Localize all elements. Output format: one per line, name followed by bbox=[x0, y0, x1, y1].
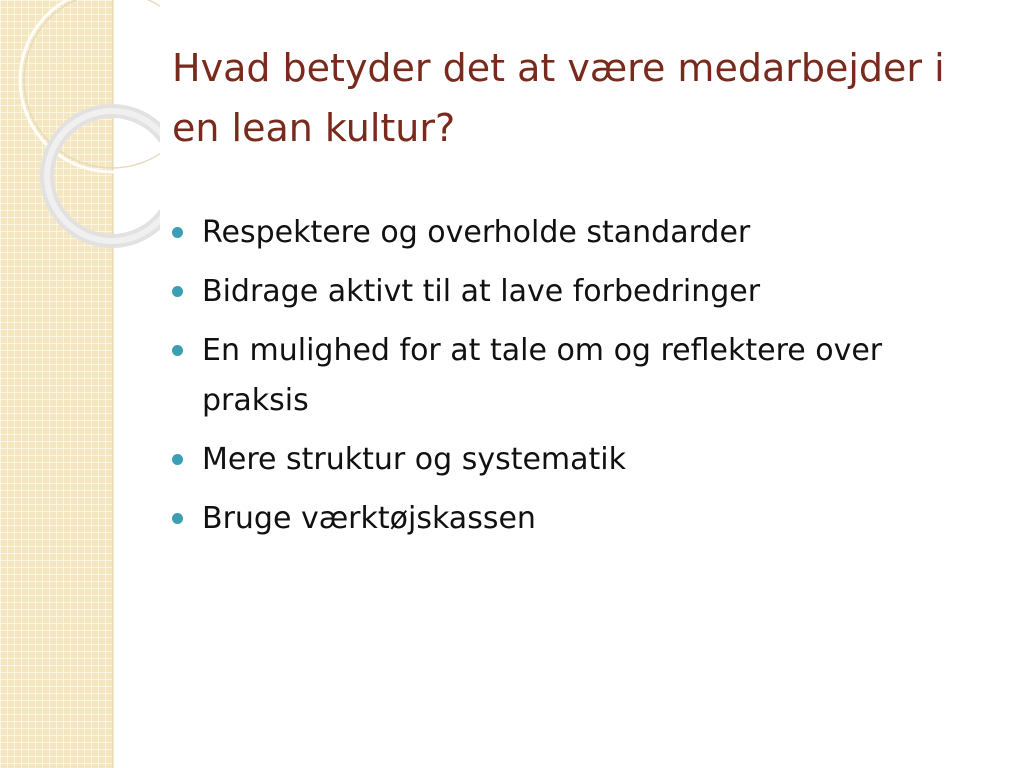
bullet-item bbox=[172, 435, 972, 485]
bullet-item bbox=[172, 208, 972, 258]
bullet-list bbox=[172, 208, 972, 553]
circle-bullet-icon bbox=[172, 286, 183, 297]
bullet-text: Mere struktur og systematik bbox=[202, 442, 627, 477]
bullet-item bbox=[172, 267, 972, 317]
slide-title: Hvad betyder det at være medarbejder i en lean kultur? bbox=[172, 46, 945, 150]
bullet-text: Bruge værktøjskassen bbox=[202, 501, 536, 536]
bullet-text: Bidrage aktivt til at lave forbedringer bbox=[202, 274, 761, 309]
circle-bullet-icon bbox=[172, 513, 183, 524]
bullet-text: En mulighed for at tale om og reflektere over praksis bbox=[202, 333, 883, 418]
circle-bullet-icon bbox=[172, 345, 183, 356]
circle-bullet-icon bbox=[172, 227, 183, 238]
circle-bullet-icon bbox=[172, 454, 183, 465]
bullet-text: Respektere og overholde standarder bbox=[202, 215, 751, 250]
bullet-item bbox=[172, 494, 972, 544]
bullet-item bbox=[172, 326, 972, 426]
decorative-rings-icon bbox=[0, 0, 160, 260]
